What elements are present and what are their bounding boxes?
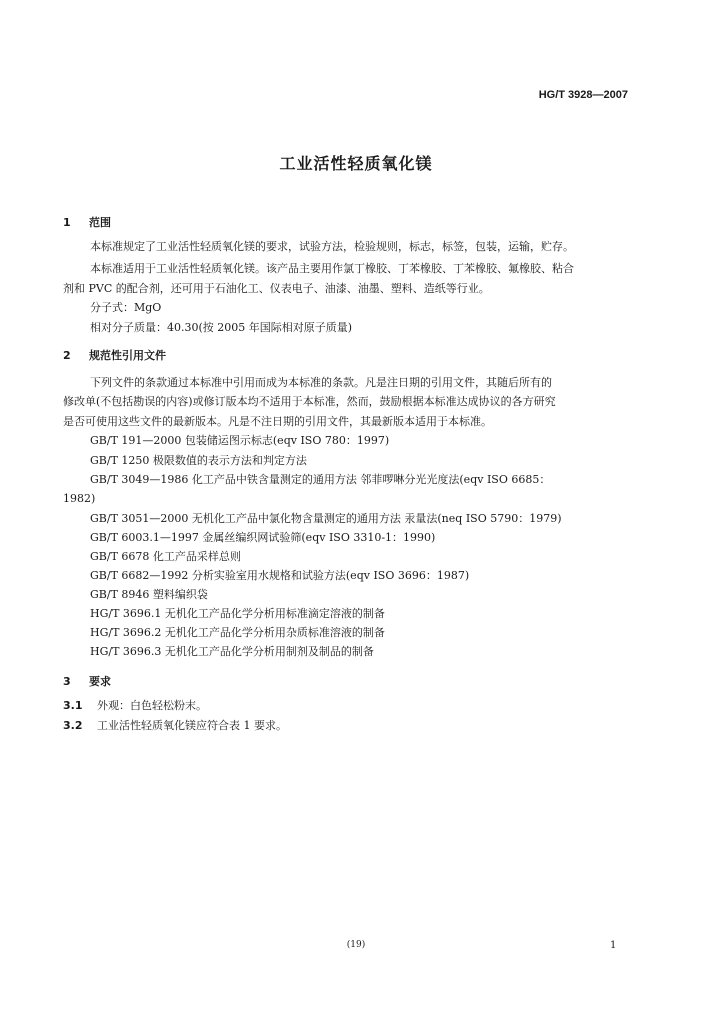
standard-code: HG/T 3928—2007 (538, 89, 628, 101)
item-number: 3.1 (63, 699, 83, 712)
section-title: 范围 (89, 216, 111, 229)
paragraph-line: 修改单(不包括勘误的内容)或修订版本均不适用于本标准，然而，鼓励根据本标准达成协议的各方研究 (63, 395, 556, 408)
footer-center-number: (19) (346, 940, 366, 950)
reference-item: GB/T 1250 极限数值的表示方法和判定方法 (90, 454, 307, 467)
reference-item: GB/T 6003.1—1997 金属丝编织网试验筛(eqv ISO 3310-1：1990) (90, 531, 436, 544)
reference-item: GB/T 191—2000 包装储运图示标志(eqv ISO 780：1997) (90, 434, 390, 447)
reference-item: HG/T 3696.3 无机化工产品化学分析用制剂及制品的制备 (90, 645, 374, 658)
requirement-item (63, 718, 633, 734)
paragraph-line: 下列文件的条款通过本标准中引用而成为本标准的条款。凡是注日期的引用文件，其随后所有的 (90, 376, 552, 389)
item-text: 外观：白色轻松粉末。 (97, 699, 207, 712)
paragraph-line: 本标准规定了工业活性轻质氧化镁的要求，试验方法，检验规则，标志，标签，包装，运输，贮存。 (90, 240, 574, 253)
section-1-heading (63, 214, 111, 230)
molecular-formula: 分子式：MgO (90, 301, 162, 314)
reference-item: GB/T 6682—1992 分析实验室用水规格和试验方法(eqv ISO 3696：1987) (90, 569, 470, 582)
paragraph-line: 是否可使用这些文件的最新版本。凡是不注日期的引用文件，其最新版本适用于本标准。 (63, 415, 492, 428)
requirement-item (63, 698, 633, 714)
document-title: 工业活性轻质氧化镁 (279, 154, 433, 173)
reference-item: GB/T 3051—2000 无机化工产品中氯化物含量测定的通用方法 汞量法(neq ISO 5790：1979) (90, 512, 562, 525)
section-title: 规范性引用文件 (89, 349, 166, 362)
section-3-heading (63, 673, 111, 689)
paragraph-line: 剂和 PVC 的配合剂，还可用于石油化工、仪表电子、油漆、油墨、塑料、造纸等行业。 (63, 282, 490, 295)
section-number: 3 (63, 675, 71, 688)
page-number: 1 (610, 940, 617, 951)
reference-item: GB/T 6678 化工产品采样总则 (90, 550, 241, 563)
reference-item: HG/T 3696.2 无机化工产品化学分析用杂质标准溶液的制备 (90, 626, 385, 639)
reference-item: GB/T 3049—1986 化工产品中铁含量测定的通用方法 邻菲啰啉分光光度法(eqv ISO 6685： (90, 473, 551, 486)
reference-item-continued: 1982) (63, 492, 96, 505)
section-number: 2 (63, 349, 71, 362)
item-text: 工业活性轻质氧化镁应符合表 1 要求。 (97, 719, 287, 732)
section-title: 要求 (89, 675, 111, 688)
item-number: 3.2 (63, 719, 83, 732)
section-number: 1 (63, 216, 71, 229)
paragraph-line: 本标准适用于工业活性轻质氧化镁。该产品主要用作氯丁橡胶、丁苯橡胶、丁苯橡胶、氟橡胶、粘合 (90, 262, 574, 275)
reference-item: HG/T 3696.1 无机化工产品化学分析用标准滴定溶液的制备 (90, 607, 385, 620)
molecular-mass: 相对分子质量：40.30(按 2005 年国际相对原子质量) (90, 321, 353, 334)
section-2-heading (63, 347, 166, 363)
reference-item: GB/T 8946 塑料编织袋 (90, 588, 208, 601)
